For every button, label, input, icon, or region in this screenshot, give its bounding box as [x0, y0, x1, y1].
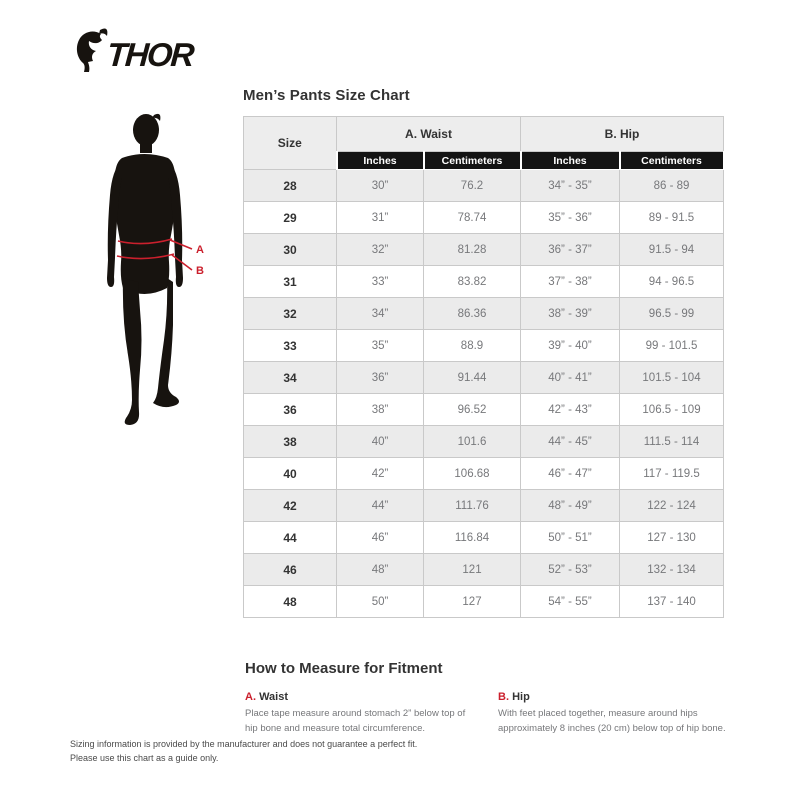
column-group-hip: B. Hip — [521, 117, 724, 152]
cell-hip-centimeters: 94 - 96.5 — [620, 266, 724, 298]
thor-helmet-icon — [73, 27, 205, 77]
cell-waist-centimeters: 76.2 — [424, 170, 521, 202]
cell-waist-centimeters: 86.36 — [424, 298, 521, 330]
waist-line-label: A — [196, 244, 204, 256]
cell-hip-inches: 44” - 45” — [521, 426, 620, 458]
cell-hip-inches: 42” - 43” — [521, 394, 620, 426]
cell-hip-inches: 35” - 36” — [521, 202, 620, 234]
cell-hip-centimeters: 89 - 91.5 — [620, 202, 724, 234]
cell-waist-inches: 40” — [337, 426, 424, 458]
measure-description-waist: Place tape measure around stomach 2” below top of hip bone and measure total circumference. — [245, 708, 466, 734]
cell-waist-centimeters: 101.6 — [424, 426, 521, 458]
cell-size: 38 — [244, 426, 337, 458]
table-row — [244, 330, 724, 362]
table-row — [244, 394, 724, 426]
measure-item-waist-heading — [245, 691, 470, 703]
cell-hip-centimeters: 96.5 - 99 — [620, 298, 724, 330]
cell-size: 46 — [244, 554, 337, 586]
table-row — [244, 234, 724, 266]
table-row — [244, 362, 724, 394]
male-silhouette-icon — [98, 110, 210, 432]
cell-waist-inches: 30” — [337, 170, 424, 202]
cell-hip-inches: 48” - 49” — [521, 490, 620, 522]
cell-hip-centimeters: 117 - 119.5 — [620, 458, 724, 490]
cell-size: 44 — [244, 522, 337, 554]
cell-size: 30 — [244, 234, 337, 266]
cell-hip-centimeters: 127 - 130 — [620, 522, 724, 554]
column-group-waist: A. Waist — [337, 117, 521, 152]
cell-hip-inches: 39” - 40” — [521, 330, 620, 362]
table-row — [244, 586, 724, 618]
how-to-measure-section — [245, 660, 750, 736]
cell-size: 29 — [244, 202, 337, 234]
size-table-body — [244, 170, 724, 618]
cell-hip-centimeters: 101.5 - 104 — [620, 362, 724, 394]
cell-hip-centimeters: 137 - 140 — [620, 586, 724, 618]
cell-waist-inches: 46” — [337, 522, 424, 554]
table-row — [244, 458, 724, 490]
measure-name-hip: Hip — [512, 691, 530, 703]
table-row — [244, 554, 724, 586]
cell-hip-inches: 52” - 53” — [521, 554, 620, 586]
cell-waist-inches: 42” — [337, 458, 424, 490]
cell-waist-centimeters: 88.9 — [424, 330, 521, 362]
cell-waist-centimeters: 81.28 — [424, 234, 521, 266]
table-row — [244, 170, 724, 202]
cell-size: 31 — [244, 266, 337, 298]
table-row — [244, 426, 724, 458]
sizing-disclaimer — [70, 738, 417, 766]
cell-hip-centimeters: 86 - 89 — [620, 170, 724, 202]
measure-item-hip — [498, 691, 750, 736]
cell-size: 42 — [244, 490, 337, 522]
cell-hip-centimeters: 91.5 - 94 — [620, 234, 724, 266]
thor-logo — [73, 27, 205, 82]
cell-waist-inches: 48” — [337, 554, 424, 586]
cell-waist-inches: 33” — [337, 266, 424, 298]
cell-hip-centimeters: 106.5 - 109 — [620, 394, 724, 426]
measure-letter-b: B. — [498, 691, 509, 703]
measure-description-hip: With feet placed together, measure around hips approximately 8 inches (20 cm) below top of hip bone. — [498, 708, 726, 734]
cell-waist-inches: 31” — [337, 202, 424, 234]
table-row — [244, 298, 724, 330]
column-header-hip-centimeters: Centimeters — [620, 152, 724, 170]
table-row — [244, 490, 724, 522]
cell-hip-centimeters: 122 - 124 — [620, 490, 724, 522]
cell-hip-inches: 38” - 39” — [521, 298, 620, 330]
cell-hip-centimeters: 111.5 - 114 — [620, 426, 724, 458]
table-header-row — [244, 117, 724, 152]
cell-waist-centimeters: 83.82 — [424, 266, 521, 298]
cell-hip-centimeters: 132 - 134 — [620, 554, 724, 586]
measure-name-waist: Waist — [259, 691, 288, 703]
cell-waist-centimeters: 106.68 — [424, 458, 521, 490]
cell-waist-inches: 44” — [337, 490, 424, 522]
cell-hip-inches: 46” - 47” — [521, 458, 620, 490]
cell-size: 28 — [244, 170, 337, 202]
measure-item-waist — [245, 691, 470, 736]
cell-waist-inches: 38” — [337, 394, 424, 426]
cell-waist-centimeters: 96.52 — [424, 394, 521, 426]
cell-waist-inches: 35” — [337, 330, 424, 362]
cell-hip-inches: 50” - 51” — [521, 522, 620, 554]
table-row — [244, 522, 724, 554]
cell-hip-inches: 40” - 41” — [521, 362, 620, 394]
cell-hip-inches: 37” - 38” — [521, 266, 620, 298]
cell-waist-centimeters: 111.76 — [424, 490, 521, 522]
logo-wordmark: THOR — [105, 37, 194, 74]
cell-waist-centimeters: 78.74 — [424, 202, 521, 234]
how-to-measure-title: How to Measure for Fitment — [245, 660, 443, 677]
cell-waist-centimeters: 127 — [424, 586, 521, 618]
table-row — [244, 202, 724, 234]
column-header-hip-inches: Inches — [521, 152, 620, 170]
cell-hip-inches: 34” - 35” — [521, 170, 620, 202]
cell-waist-centimeters: 116.84 — [424, 522, 521, 554]
cell-hip-centimeters: 99 - 101.5 — [620, 330, 724, 362]
page-title: Men’s Pants Size Chart — [243, 87, 410, 104]
cell-hip-inches: 36” - 37” — [521, 234, 620, 266]
cell-size: 40 — [244, 458, 337, 490]
cell-size: 48 — [244, 586, 337, 618]
cell-waist-centimeters: 121 — [424, 554, 521, 586]
table-row — [244, 266, 724, 298]
size-table — [243, 116, 725, 618]
measurement-figure — [98, 110, 210, 437]
column-header-size: Size — [244, 117, 337, 170]
cell-size: 34 — [244, 362, 337, 394]
measure-item-hip-heading — [498, 691, 750, 703]
hip-line-label: B — [196, 265, 204, 277]
cell-size: 32 — [244, 298, 337, 330]
measure-letter-a: A. — [245, 691, 256, 703]
column-header-waist-centimeters: Centimeters — [424, 152, 521, 170]
cell-waist-inches: 50” — [337, 586, 424, 618]
cell-waist-inches: 36” — [337, 362, 424, 394]
disclaimer-line-2: Please use this chart as a guide only. — [70, 752, 219, 763]
cell-size: 33 — [244, 330, 337, 362]
cell-hip-inches: 54” - 55” — [521, 586, 620, 618]
cell-waist-inches: 34” — [337, 298, 424, 330]
cell-waist-inches: 32” — [337, 234, 424, 266]
cell-waist-centimeters: 91.44 — [424, 362, 521, 394]
disclaimer-line-1: Sizing information is provided by the manufacturer and does not guarantee a perfect fit. — [70, 739, 418, 749]
cell-size: 36 — [244, 394, 337, 426]
size-chart-section — [243, 87, 725, 618]
column-header-waist-inches: Inches — [337, 152, 424, 170]
